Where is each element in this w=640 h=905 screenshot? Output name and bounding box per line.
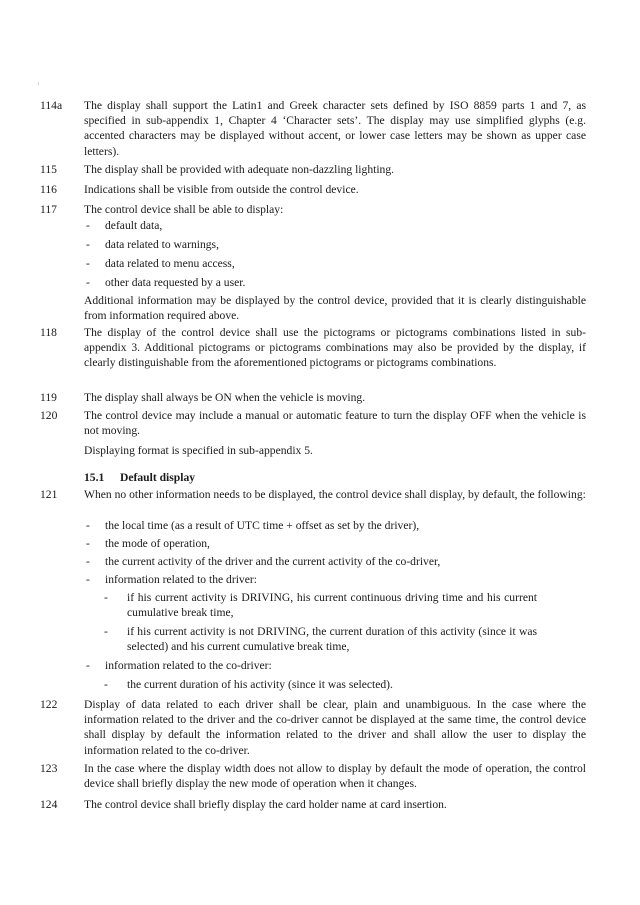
section-heading [84,470,195,485]
dash-marker: - [104,625,108,638]
paragraph-number: 116 [40,183,57,196]
dash-marker: - [86,537,90,550]
dash-marker: - [86,219,90,232]
paragraph-number: 114a [40,99,63,112]
dash-marker: - [86,276,90,289]
paragraph-text: Indications shall be visible from outside the control device. [84,183,359,196]
dash-marker: - [104,591,108,604]
dash-marker: - [86,519,90,532]
paragraph-text: The display shall support the Latin1 and Greek character sets defined by ISO 8859 parts 1 and 7, as specified in sub-appendix 1, Chapter 4 ‘Character sets’. The display may use simplified glyphs (e.g. accented characters may be displayed without accent, or lower case letters may be shown as upper case letters). [84,99,586,158]
paragraph-text: The control device shall briefly display the card holder name at card insertion. [84,798,447,811]
dash-marker: - [86,573,90,586]
paragraph-text: When no other information needs to be displayed, the control device shall display, by default, the following: [84,488,586,501]
paragraph-text: Displaying format is specified in sub-appendix 5. [84,444,313,457]
paragraph-text: In the case where the display width does not allow to display by default the mode of operation, the control device shall briefly display the new mode of operation when it changes. [84,762,586,791]
paragraph-number: 123 [40,762,58,775]
paragraph-number: 118 [40,326,57,339]
paragraph-text: The control device shall be able to display: [84,203,284,216]
paragraph-text: The display of the control device shall use the pictograms or pictograms combinations listed in sub-appendix 3. Additional pictograms or pictograms combinations may also be provided by the display, if clearly distinguishable from the aforementioned pictograms or pictograms combinations. [84,326,586,370]
paragraph-number: 117 [40,203,57,216]
paragraph-text: Additional information may be displayed by the control device, provided that it is clearly distinguishable from information required above. [84,294,586,323]
paragraph-number: 120 [40,409,58,422]
paragraph-number: 122 [40,698,58,711]
paragraph-number: 121 [40,488,58,501]
section-number: 15.1 [84,471,105,484]
dash-marker: - [86,555,90,568]
paragraph-text: The display shall always be ON when the vehicle is moving. [84,391,366,404]
dash-marker: - [86,659,90,672]
paragraph-text: The control device may include a manual or automatic feature to turn the display OFF when the vehicle is not moving. [84,409,586,438]
section-title: Default display [120,471,196,484]
dash-marker: - [86,238,90,251]
paragraph-number: 115 [40,163,57,176]
paragraph-text: The display shall be provided with adequate non-dazzling lighting. [84,163,395,176]
scan-mark [38,82,39,85]
dash-marker: - [86,257,90,270]
paragraph-text: Display of data related to each driver shall be clear, plain and unambiguous. In the case where the information related to the driver and the co-driver cannot be displayed at the same time, the control device shall display by default the information related to the driver and shall allow the user to display the information related to the co-driver. [84,698,586,757]
dash-marker: - [104,678,108,691]
paragraph-number: 119 [40,391,57,404]
document-page: 114a The display shall support the Latin1 and Greek character sets defined by ISO 8859 parts 1 and 7, as specified in sub-appendix 1, Chapter 4 ‘Character sets’. The display may use simplified glyphs (e.g. accented characters may be displayed without accent, or lower case letters may be shown as upper case letters). 115 The display shall be provided with adequate non-dazzling lighting. 116 Indications shall be visible from outside the control device. 117 The control device shall be able to display: - default data, - data related to warnings, - data related to menu access, - other data requested by a user. Additional information may be displayed by the control device, provided that it is clearly distinguishable from information required above. 118 The display of the control device shall use the pictograms or pictograms combinations listed in sub-appendix 3. Additional pictograms or pictograms combinations may also be provided by the display, if clearly distinguishable from the aforementioned pictograms or pictograms combinations. 119 The display shall always be ON when the vehicle is moving. 120 The control device may include a manual or automatic feature to turn the display OFF when the vehicle is not moving. Displaying format is specified in sub-appendix 5. 15.1 Default display 121 When no other information needs to be displayed, the control device shall display, by default, the following: - the local time (as a result of UTC time + offset as set by the driver), - the mode of operation, - the current activity of the driver and the current activity of the co-driver, - information related to the driver: - if his current activity is DRIVING, his current continuous driving time and his current cumulative break time, - if his current activity is not DRIVING, the current duration of this activity (since it was selected) and his current cumulative break time, - information related to the co-driver: - the current duration of his activity (since it was selected). 122 Display of data related to each driver shall be clear, plain and unambiguous. In the case where the information related to the driver and the co-driver cannot be displayed at the same time, the control device shall display by default the information related to the driver and shall allow the user to display the information related to the co-driver. 123 In the case where the display width does not allow to display by default the mode of operation, the control device shall briefly display the new mode of operation when it changes. 124 The control device shall briefly display the card holder name at card insertion. [0,0,640,905]
paragraph-number: 124 [40,798,58,811]
